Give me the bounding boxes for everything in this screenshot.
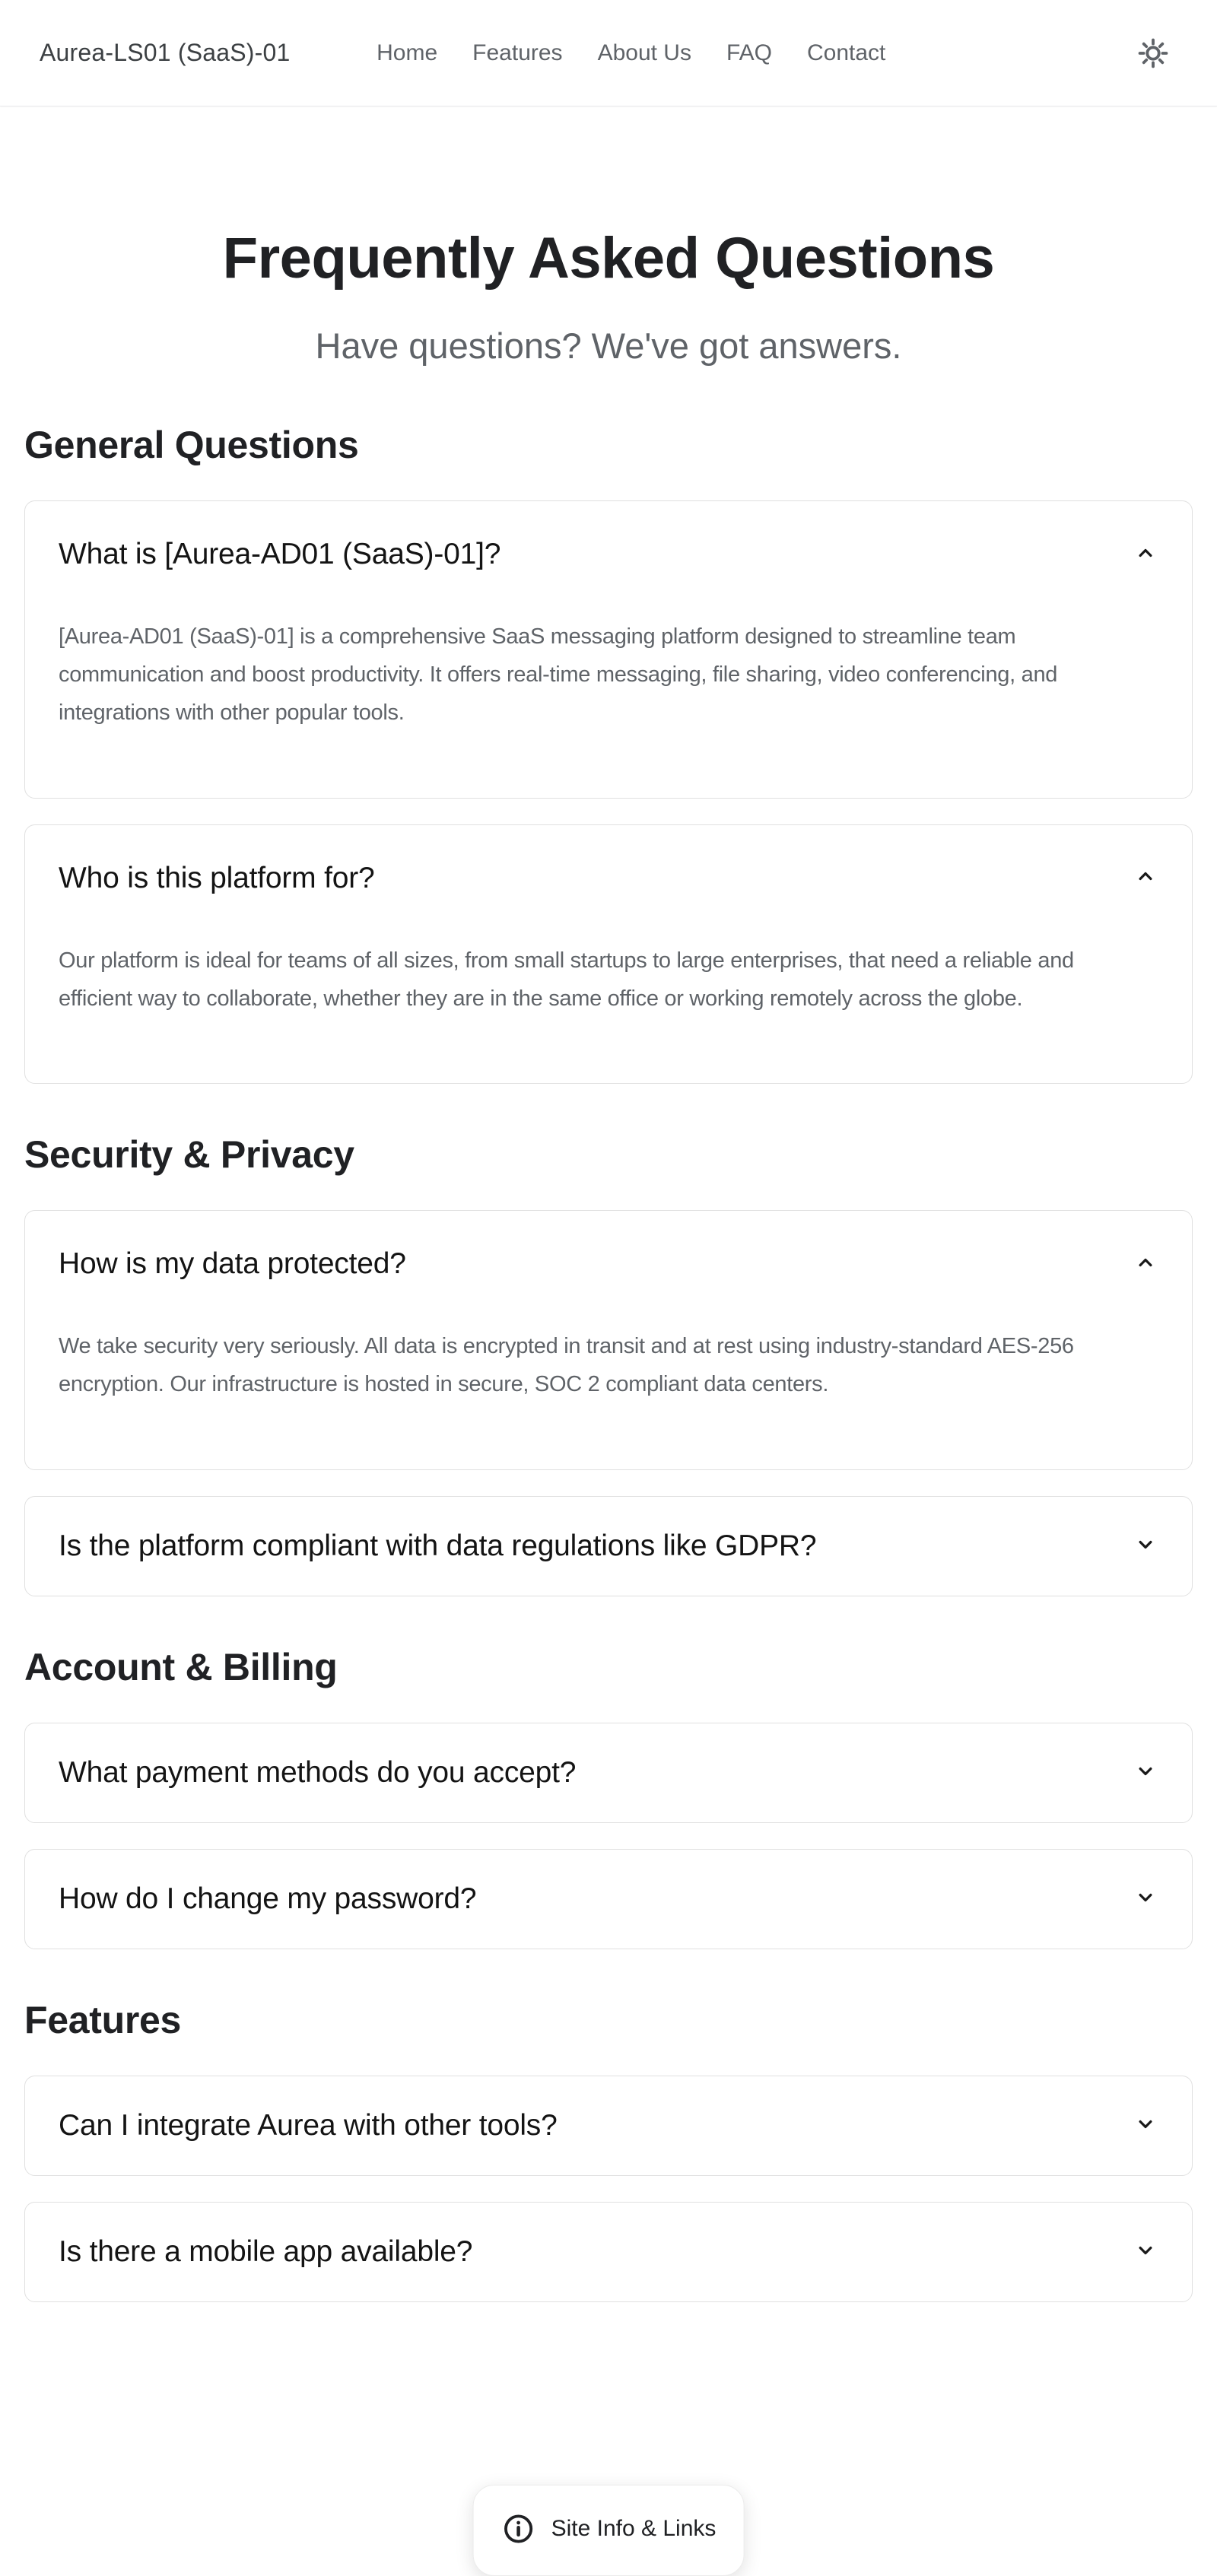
faq-question-header[interactable] [25,1497,1192,1596]
section-title: Security & Privacy [24,1133,354,1177]
sun-icon [1136,37,1170,70]
nav-link-home[interactable]: Home [377,40,438,65]
section-title: Features [24,1999,182,2042]
site-info-widget[interactable] [473,2485,745,2576]
faq-answer-text: We take security very seriously. All data is encrypted in transit and at rest using industry-standard AES-256 encryption. Our infrastructure is hosted in secure, SOC 2 compliant data centers. [59,1334,1074,1397]
faq-question-header[interactable] [25,2203,1192,2301]
faq-item [24,1849,1193,1949]
faq-question-header[interactable] [25,825,1192,895]
chevron-down-icon [1134,2239,1157,2266]
page-subtitle: Have questions? We've got answers. [315,326,902,366]
chevron-up-icon [1134,1251,1157,1278]
faq-question-text: What payment methods do you accept? [59,1756,577,1790]
theme-toggle-button[interactable] [1132,32,1174,75]
hero [0,225,1217,367]
page-title: Frequently Asked Questions [222,226,995,291]
nav-link-faq[interactable]: FAQ [726,40,772,65]
nav-link-contact[interactable]: Contact [806,40,886,65]
chevron-down-icon [1134,1760,1157,1787]
chevron-down-icon [1134,1886,1157,1913]
faq-question-header[interactable] [25,1211,1192,1281]
info-icon [503,2513,535,2545]
section-features [24,1998,1193,2302]
faq-question-header[interactable] [25,1723,1192,1822]
faq-question-text: Is there a mobile app available? [59,2235,473,2269]
chevron-up-icon [1134,542,1157,568]
faq-item [24,2202,1193,2302]
site-info-label: Site Info & Links [551,2516,717,2541]
faq-question-header[interactable] [25,1850,1192,1949]
faq-question-text: Who is this platform for? [59,861,375,894]
site-logo[interactable]: Aurea-LS01 (SaaS)-01 [40,39,291,66]
faq-question-header[interactable] [25,2076,1192,2175]
section-security-privacy [24,1132,1193,1596]
section-title: Account & Billing [24,1646,338,1689]
faq-answer-text: [Aurea-AD01 (SaaS)-01] is a comprehensive SaaS messaging platform designed to streamline team communication and boost productivity. It offers real-time messaging, file sharing, video conferencing, and integrations with other popular tools. [59,624,1058,725]
faq-question-text: What is [Aurea-AD01 (SaaS)-01]? [59,538,501,570]
chevron-up-icon [1134,865,1157,891]
faq-question-header[interactable] [25,501,1192,571]
header [0,0,1217,106]
main-nav [377,40,885,66]
faq-answer-text: Our platform is ideal for teams of all sizes, from small startups to large enterprises, that need a reliable and efficient way to collaborate, whether they are in the same office or working remotely across the globe. [59,948,1074,1011]
faq-item [24,2076,1193,2176]
section-title: General Questions [24,424,359,466]
section-general-questions [24,423,1193,1084]
faq-item [24,500,1193,799]
faq-content [24,423,1193,2302]
faq-item [24,824,1193,1085]
faq-item [24,1210,1193,1470]
chevron-down-icon [1134,1533,1157,1560]
nav-link-features[interactable]: Features [472,40,563,65]
faq-question-text: How do I change my password? [59,1882,477,1916]
section-account-billing [24,1645,1193,1949]
faq-item [24,1723,1193,1823]
faq-item [24,1496,1193,1596]
nav-link-about-us[interactable]: About Us [597,40,691,65]
chevron-down-icon [1134,2113,1157,2139]
faq-question-text: Is the platform compliant with data regulations like GDPR? [59,1529,817,1563]
faq-question-text: Can I integrate Aurea with other tools? [59,2109,558,2142]
faq-question-text: How is my data protected? [59,1247,406,1281]
